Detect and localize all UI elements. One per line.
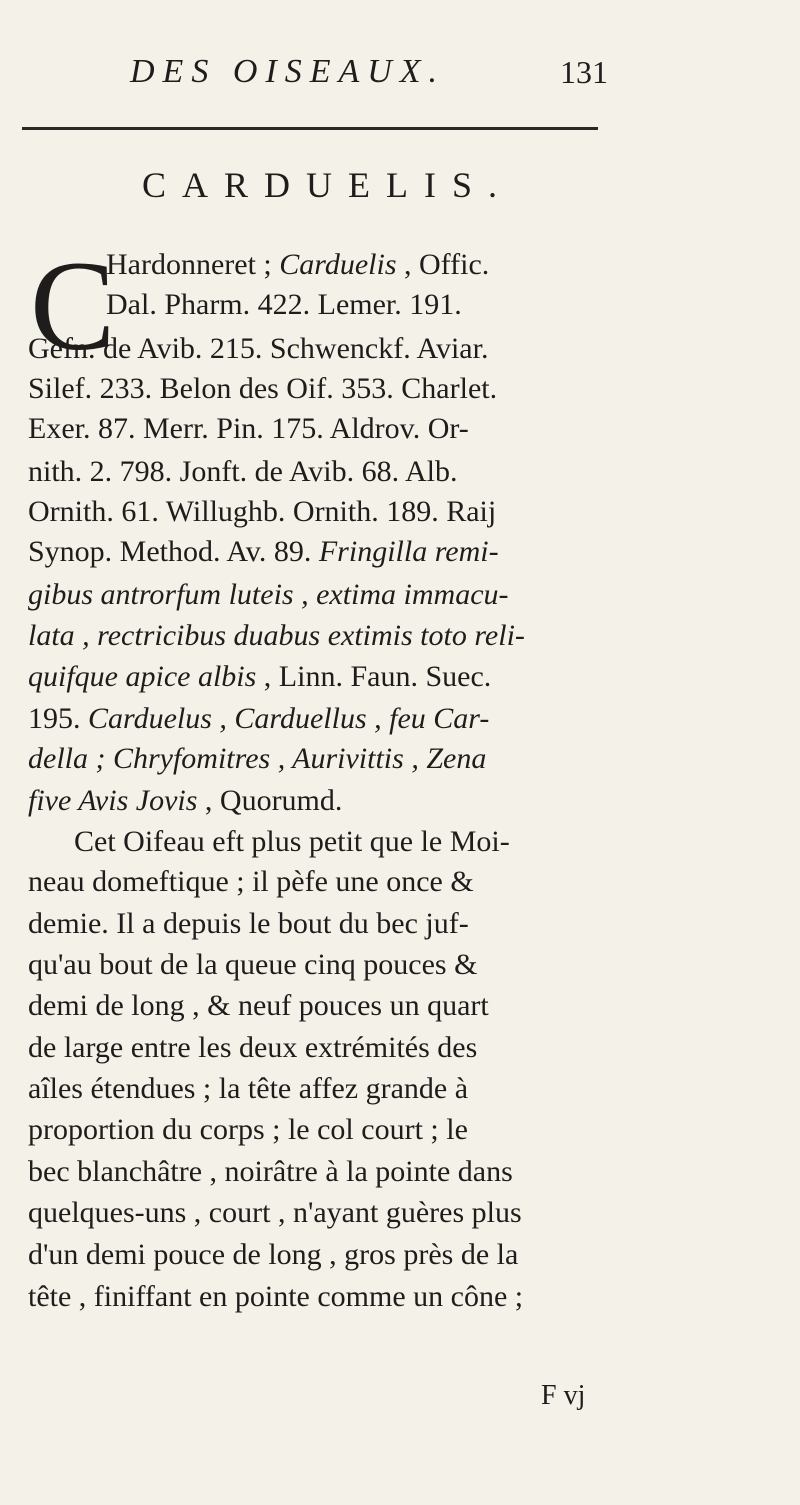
header-rule	[22, 127, 598, 130]
paragraph-line: d'un demi pouce de long , gros près de la	[28, 1238, 519, 1271]
page-number: 131	[560, 54, 608, 90]
running-title: DES OISEAUX.	[130, 53, 446, 90]
roman-text: Gefn. de Avib. 215. Schwenckf. Aviar.	[28, 332, 489, 365]
paragraph-line: neau domeftique ; il pèfe une once &	[28, 865, 474, 898]
entry-line	[28, 616, 525, 656]
italic-text: della ; Chryfomitres , Aurivittis , Zena	[28, 742, 487, 775]
paragraph-line: tête , finiffant en pointe comme un cône ;	[28, 1280, 524, 1313]
paragraph-line: de large entre les deux extrémités des	[28, 1031, 478, 1064]
paragraph-line: proportion du corps ; le col court ; le	[28, 1113, 468, 1146]
entry-line	[28, 575, 509, 615]
italic-text: quifque apice albis	[28, 660, 257, 693]
paragraph-line: aîles étendues ; la tête affez grande à	[28, 1072, 469, 1105]
italic-text: five Avis Jovis	[28, 784, 198, 817]
entry-line	[106, 285, 462, 325]
entry-line	[28, 409, 469, 449]
italic-text: lata , rectricibus duabus extimis toto reli-	[28, 619, 525, 652]
paragraph-line: qu'au bout de la queue cinq pouces &	[28, 948, 478, 981]
entry-line	[28, 781, 342, 821]
signature-mark: F vj	[541, 1380, 586, 1411]
roman-text: Silef. 233. Belon des Oif. 353. Charlet.	[28, 372, 498, 405]
entry-line	[28, 699, 489, 739]
section-title: CARDUELIS.	[142, 165, 514, 205]
roman-text: Dal. Pharm. 422. Lemer. 191.	[106, 288, 462, 321]
entry-line	[28, 452, 457, 492]
roman-text: , Quorumd.	[197, 784, 343, 817]
roman-text: Synop. Method. Av. 89.	[28, 535, 319, 568]
italic-text: Carduelis	[279, 248, 397, 281]
paragraph-line: bec blanchâtre , noirâtre à la pointe dans	[28, 1155, 513, 1188]
italic-text: Fringilla remi-	[318, 535, 499, 568]
paragraph-line: demi de long , & neuf pouces un quart	[28, 989, 489, 1022]
roman-text: 195.	[28, 702, 88, 735]
entry-line	[28, 329, 488, 369]
drop-capital: C	[30, 235, 116, 377]
entry-line	[28, 657, 491, 697]
roman-text: , Linn. Faun. Suec.	[256, 660, 492, 693]
entry-line	[28, 492, 496, 532]
paragraph-line: quelques-uns , court , n'ayant guères plus	[28, 1196, 522, 1229]
paragraph-line: demie. Il a depuis le bout du bec juf-	[28, 907, 469, 940]
entry-line	[28, 369, 497, 409]
entry-line	[28, 532, 499, 572]
italic-text: gibus antrorfum luteis , extima immacu-	[28, 578, 509, 611]
paragraph-line: Cet Oifeau eft plus petit que le Moi-	[74, 825, 510, 858]
entry-line	[28, 739, 486, 779]
roman-text: , Offic.	[396, 248, 490, 281]
entry-line	[106, 245, 489, 285]
italic-text: Carduelus , Carduellus , feu Car-	[88, 702, 490, 735]
roman-text: Ornith. 61. Willughb. Ornith. 189. Raij	[28, 495, 497, 528]
roman-text: nith. 2. 798. Jonft. de Avib. 68. Alb.	[28, 455, 458, 488]
roman-text: Exer. 87. Merr. Pin. 175. Aldrov. Or-	[28, 412, 469, 445]
roman-text: Hardonneret ;	[106, 248, 280, 281]
